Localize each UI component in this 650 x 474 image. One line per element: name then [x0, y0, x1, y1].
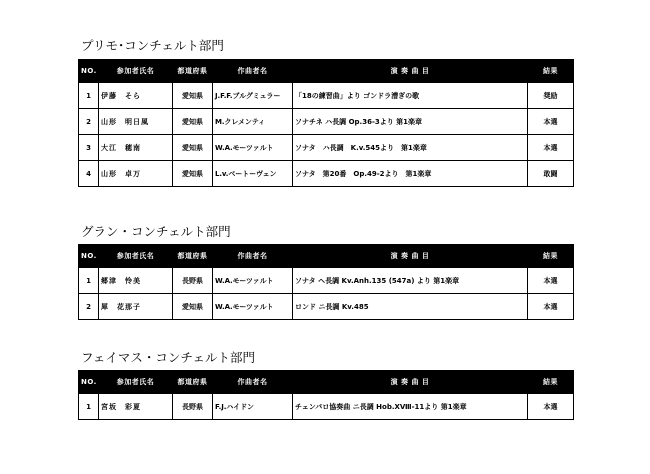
- section-title: プリモ･コンチェルト部門: [81, 38, 224, 53]
- cell-piece: チェンバロ協奏曲 ニ長調 Hob.ⅩⅧ-11より 第1楽章: [293, 394, 528, 420]
- header-no: NO.: [79, 60, 99, 83]
- table-header-row: [79, 60, 574, 83]
- cell-result: 敢闘: [528, 161, 574, 187]
- cell-composer: M.クレメンティ: [213, 109, 293, 135]
- cell-result: 奨励: [528, 83, 574, 109]
- section-title: グラン・コンチェルト部門: [81, 224, 231, 239]
- header-piece: 演 奏 曲 目: [293, 60, 528, 83]
- cell-piece: 「18の練習曲」より ゴンドラ漕ぎの歌: [293, 83, 528, 109]
- cell-no: 1: [79, 83, 99, 109]
- header-prefecture: 都道府県: [173, 60, 213, 83]
- header-composer: 作曲者名: [213, 60, 293, 83]
- header-composer: 作曲者名: [213, 245, 293, 268]
- table-row: [79, 135, 574, 161]
- cell-composer: W.A.モーツァルト: [213, 135, 293, 161]
- section-title: フェイマス・コンチェルト部門: [81, 350, 256, 365]
- cell-name: 犀 花那子: [99, 294, 173, 320]
- cell-name: 山形 明日風: [99, 109, 173, 135]
- results-table: [78, 59, 574, 187]
- cell-name: 山形 卓万: [99, 161, 173, 187]
- header-result: 結果: [528, 371, 574, 394]
- header-name: 参加者氏名: [99, 245, 173, 268]
- cell-no: 3: [79, 135, 99, 161]
- cell-piece: ロンド ニ長調 Kv.485: [293, 294, 528, 320]
- cell-name: 郷津 怜美: [99, 268, 173, 294]
- header-result: 結果: [528, 245, 574, 268]
- header-piece: 演 奏 曲 目: [293, 245, 528, 268]
- cell-prefecture: 愛知県: [173, 294, 213, 320]
- cell-no: 1: [79, 394, 99, 420]
- table-row: [79, 161, 574, 187]
- header-prefecture: 都道府県: [173, 245, 213, 268]
- header-composer: 作曲者名: [213, 371, 293, 394]
- cell-no: 4: [79, 161, 99, 187]
- cell-piece: ソナチネ ハ長調 Op.36-3より 第1楽章: [293, 109, 528, 135]
- table-row: [79, 268, 574, 294]
- header-name: 参加者氏名: [99, 60, 173, 83]
- cell-result: 本選: [528, 109, 574, 135]
- cell-result: 本選: [528, 135, 574, 161]
- cell-piece: ソナタ 第20番 Op.49-2より 第1楽章: [293, 161, 528, 187]
- cell-composer: F.J.ハイドン: [213, 394, 293, 420]
- cell-composer: W.A.モーツァルト: [213, 268, 293, 294]
- table-row: [79, 394, 574, 420]
- cell-prefecture: 長野県: [173, 268, 213, 294]
- cell-prefecture: 愛知県: [173, 135, 213, 161]
- header-prefecture: 都道府県: [173, 371, 213, 394]
- table-row: [79, 83, 574, 109]
- header-name: 参加者氏名: [99, 371, 173, 394]
- cell-result: 本選: [528, 394, 574, 420]
- cell-composer: W.A.モーツァルト: [213, 294, 293, 320]
- cell-prefecture: 愛知県: [173, 109, 213, 135]
- header-no: NO.: [79, 371, 99, 394]
- cell-prefecture: 長野県: [173, 394, 213, 420]
- cell-no: 1: [79, 268, 99, 294]
- table-header-row: [79, 245, 574, 268]
- cell-result: 本選: [528, 294, 574, 320]
- results-table: [78, 370, 574, 420]
- cell-composer: J.F.F.ブルグミュラー: [213, 83, 293, 109]
- cell-name: 伊藤 そら: [99, 83, 173, 109]
- table-row: [79, 109, 574, 135]
- cell-name: 宮坂 彩夏: [99, 394, 173, 420]
- cell-composer: L.v.ベートーヴェン: [213, 161, 293, 187]
- cell-piece: ソナタ ハ長調 K.v.545より 第1楽章: [293, 135, 528, 161]
- table-header-row: [79, 371, 574, 394]
- header-result: 結果: [528, 60, 574, 83]
- cell-piece: ソナタ ヘ長調 Kv.Anh.135 (547a) より 第1楽章: [293, 268, 528, 294]
- header-piece: 演 奏 曲 目: [293, 371, 528, 394]
- table-row: [79, 294, 574, 320]
- cell-no: 2: [79, 109, 99, 135]
- cell-result: 本選: [528, 268, 574, 294]
- cell-name: 大江 穂南: [99, 135, 173, 161]
- cell-prefecture: 愛知県: [173, 83, 213, 109]
- header-no: NO.: [79, 245, 99, 268]
- cell-prefecture: 愛知県: [173, 161, 213, 187]
- results-table: [78, 244, 574, 320]
- cell-no: 2: [79, 294, 99, 320]
